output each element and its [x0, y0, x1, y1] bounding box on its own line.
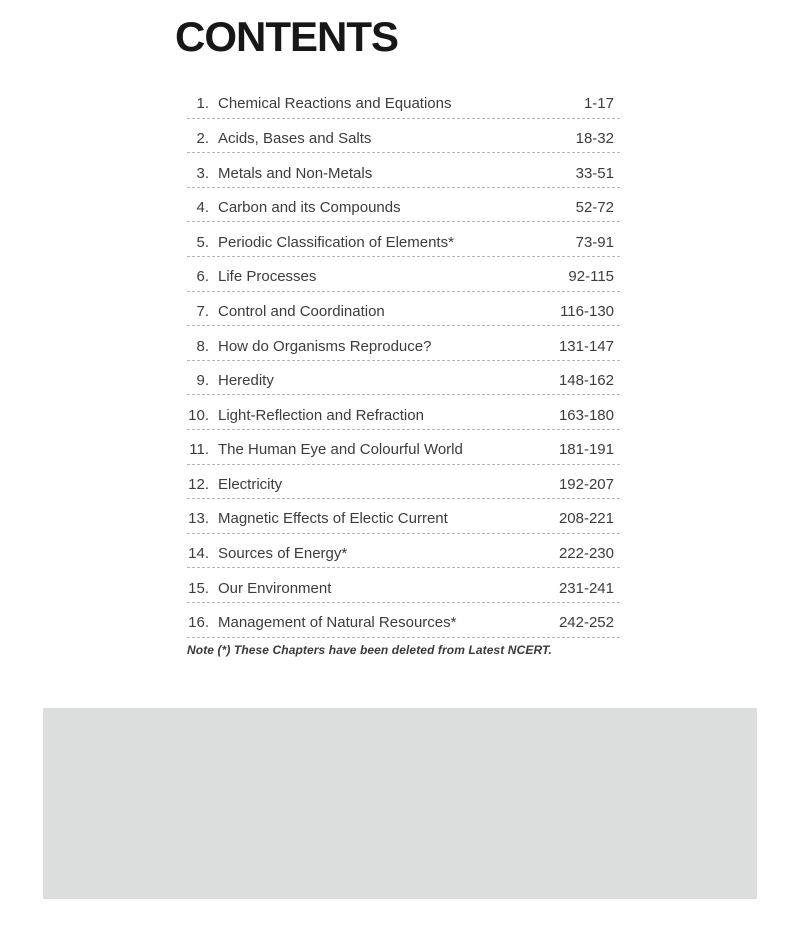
chapter-title: How do Organisms Reproduce?: [218, 337, 432, 355]
toc-row: [187, 568, 620, 603]
chapter-title: Magnetic Effects of Electic Current: [218, 510, 448, 528]
toc-row: [187, 222, 620, 257]
toc-row: [187, 326, 620, 361]
chapter-title: Light-Reflection and Refraction: [218, 406, 424, 424]
chapter-title: Carbon and its Compounds: [218, 199, 401, 217]
chapter-number: 16.: [188, 614, 209, 632]
chapter-page-range: 33-51: [575, 164, 614, 182]
chapter-title: Our Environment: [218, 579, 332, 597]
chapter-page-range: 131-147: [558, 337, 614, 355]
toc-row: [187, 603, 620, 638]
chapter-page-range: 192-207: [558, 475, 614, 493]
table-of-contents: [187, 84, 620, 638]
chapter-title: Sources of Energy*: [218, 545, 348, 563]
chapter-title: Control and Coordination: [218, 302, 385, 320]
page-title: CONTENTS: [175, 13, 398, 60]
chapter-page-range: 163-180: [558, 406, 614, 424]
chapter-number: 15.: [188, 579, 209, 597]
toc-row: [187, 465, 620, 500]
toc-row: [187, 119, 620, 154]
chapter-page-range: 18-32: [575, 129, 614, 147]
chapter-number: 6.: [196, 268, 209, 286]
toc-row: [187, 499, 620, 534]
toc-row: [187, 534, 620, 569]
chapter-page-range: 222-230: [558, 545, 614, 563]
chapter-title: Heredity: [218, 372, 274, 390]
chapter-title: Chemical Reactions and Equations: [218, 95, 452, 113]
chapter-title: The Human Eye and Colourful World: [218, 441, 463, 459]
chapter-number: 4.: [196, 199, 209, 217]
chapter-page-range: 73-91: [575, 233, 614, 251]
toc-row: [187, 153, 620, 188]
toc-row: [187, 292, 620, 327]
chapter-number: 5.: [196, 233, 209, 251]
chapter-page-range: 52-72: [575, 199, 614, 217]
chapter-number: 14.: [188, 545, 209, 563]
toc-row: [187, 395, 620, 430]
chapter-page-range: 148-162: [558, 372, 614, 390]
chapter-page-range: 116-130: [560, 302, 614, 320]
chapter-number: 1.: [196, 95, 209, 113]
deleted-chapters-note: Note (*) These Chapters have been deleted from Latest NCERT.: [187, 643, 552, 657]
chapter-number: 2.: [196, 129, 209, 147]
chapter-number: 9.: [196, 372, 209, 390]
image-placeholder-block: [43, 708, 757, 899]
chapter-number: 13.: [188, 510, 209, 528]
toc-row: [187, 188, 620, 223]
chapter-title: Management of Natural Resources*: [218, 614, 457, 632]
chapter-title: Periodic Classification of Elements*: [218, 233, 454, 251]
chapter-page-range: 231-241: [558, 579, 614, 597]
chapter-page-range: 1-17: [583, 95, 614, 113]
chapter-page-range: 242-252: [558, 614, 614, 632]
toc-row: [187, 84, 620, 119]
toc-row: [187, 430, 620, 465]
chapter-number: 3.: [196, 164, 209, 182]
chapter-page-range: 208-221: [558, 510, 614, 528]
chapter-title: Metals and Non-Metals: [218, 164, 373, 182]
toc-row: [187, 361, 620, 396]
chapter-page-range: 92-115: [568, 268, 614, 286]
chapter-number: 10.: [188, 406, 209, 424]
chapter-number: 8.: [196, 337, 209, 355]
chapter-number: 12.: [188, 475, 209, 493]
chapter-title: Electricity: [218, 475, 283, 493]
chapter-number: 11.: [189, 441, 209, 459]
chapter-number: 7.: [196, 302, 209, 320]
chapter-title: Life Processes: [218, 268, 317, 286]
toc-row: [187, 257, 620, 292]
chapter-page-range: 181-191: [558, 441, 614, 459]
chapter-title: Acids, Bases and Salts: [218, 129, 372, 147]
